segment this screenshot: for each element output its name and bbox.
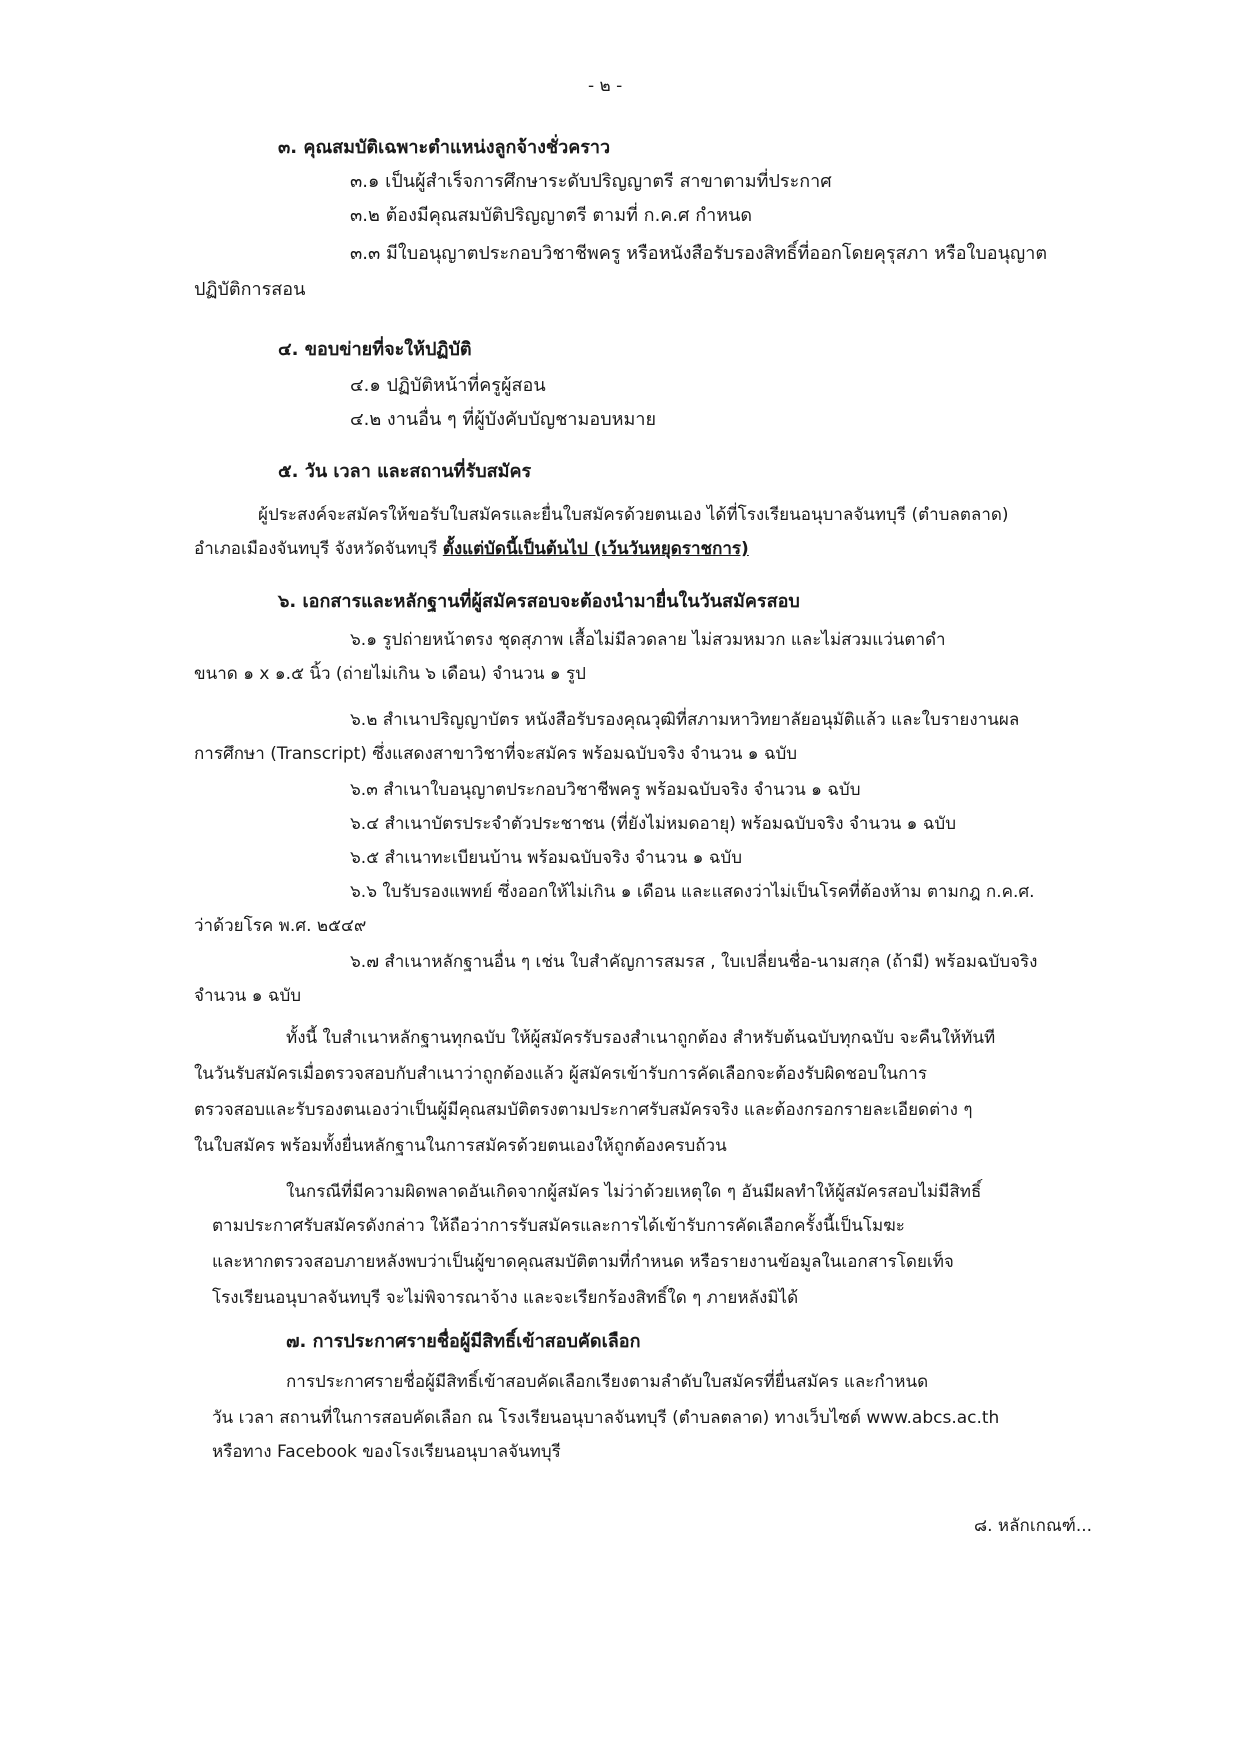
documents-note-line-1: ทั้งนี้ ใบสำเนาหลักฐานทุกฉบับ ให้ผู้สมัครรับรองสำเนาถูกต้อง สำหรับต้นฉบับทุกฉบับ จะคืนให้ทันที [286,1028,996,1048]
section-6-item-7: ๖.๗ สำเนาหลักฐานอื่น ๆ เช่น ใบสำคัญการสมรส , ใบเปลี่ยนชื่อ-นามสกุล (ถ้ามี) พร้อมฉบับจริง [350,952,1038,972]
errors-note-line-1: ในกรณีที่มีความผิดพลาดอันเกิดจากผู้สมัคร ไม่ว่าด้วยเหตุใด ๆ อันมีผลทำให้ผู้สมัครสอบไม่มีสิทธิ์ [286,1182,982,1202]
continuation-marker: ๘. หลักเกณฑ์... [974,1516,1093,1536]
section-6-item-5: ๖.๕ สำเนาทะเบียนบ้าน พร้อมฉบับจริง จำนวน ๑ ฉบับ [350,848,743,868]
section-3-item-3-cont: ปฏิบัติการสอน [194,279,306,300]
section-4-item-1: ๔.๑ ปฏิบัติหน้าที่ครูผู้สอน [350,375,546,396]
section-7-line-3: หรือทาง Facebook ของโรงเรียนอนุบาลจันทบุรี [212,1442,561,1462]
documents-note-line-3: ตรวจสอบและรับรองตนเองว่าเป็นผู้มีคุณสมบัติตรงตามประกาศรับสมัครจริง และต้องกรอกรายละเอียดต่าง ๆ [194,1100,973,1120]
section-3-item-3: ๓.๓ มีใบอนุญาตประกอบวิชาชีพครู หรือหนังสือรับรองสิทธิ์ที่ออกโดยคุรุสภา หรือใบอนุญาต [350,243,1048,264]
section-6-item-4: ๖.๔ สำเนาบัตรประจำตัวประชาชน (ที่ยังไม่หมดอายุ) พร้อมฉบับจริง จำนวน ๑ ฉบับ [350,814,956,834]
errors-note-line-3: และหากตรวจสอบภายหลังพบว่าเป็นผู้ขาดคุณสมบัติตามที่กำหนด หรือรายงานข้อมูลในเอกสารโดยเท็จ [212,1252,954,1272]
section-6-item-7-cont: จำนวน ๑ ฉบับ [194,986,302,1006]
section-7-heading: ๗. การประกาศรายชื่อผู้มีสิทธิ์เข้าสอบคัดเลือก [286,1331,641,1352]
errors-note-line-2: ตามประกาศรับสมัครดังกล่าว ให้ถือว่าการรับสมัครและการได้เข้ารับการคัดเลือกครั้งนี้เป็นโมฆะ [212,1216,905,1236]
section-7-line-1: การประกาศรายชื่อผู้มีสิทธิ์เข้าสอบคัดเลือกเรียงตามลำดับใบสมัครที่ยื่นสมัคร และกำหนด [286,1372,929,1392]
section-7-line-2: วัน เวลา สถานที่ในการสอบคัดเลือก ณ โรงเรียนอนุบาลจันทบุรี (ตำบลตลาด) ทางเว็บไซต์ www.abcs.ac.th [212,1408,1000,1428]
section-6-item-2: ๖.๒ สำเนาปริญญาบัตร หนังสือรับรองคุณวุฒิที่สภามหาวิทยาลัยอนุมัติแล้ว และใบรายงานผล [350,710,1020,730]
errors-note-line-4: โรงเรียนอนุบาลจันทบุรี จะไม่พิจารณาจ้าง และจะเรียกร้องสิทธิ์ใด ๆ ภายหลังมิได้ [212,1288,799,1308]
documents-note-line-2: ในวันรับสมัครเมื่อตรวจสอบกับสำเนาว่าถูกต้องแล้ว ผู้สมัครเข้ารับการคัดเลือกจะต้องรับผิดชอบในการ [194,1064,927,1084]
section-6-heading: ๖. เอกสารและหลักฐานที่ผู้สมัครสอบจะต้องนำมายื่นในวันสมัครสอบ [278,591,800,612]
section-3-item-2: ๓.๒ ต้องมีคุณสมบัติปริญญาตรี ตามที่ ก.ค.ศ กำหนด [350,205,753,226]
section-6-item-1: ๖.๑ รูปถ่ายหน้าตรง ชุดสุภาพ เสื้อไม่มีลวดลาย ไม่สวมหมวก และไม่สวมแว่นตาดำ [350,630,946,650]
section-6-item-6-cont: ว่าด้วยโรค พ.ศ. ๒๕๔๙ [194,916,367,936]
section-5-period-underlined: ตั้งแต่บัดนี้เป็นต้นไป (เว้นวันหยุดราชการ) [442,539,749,559]
section-4-item-2: ๔.๒ งานอื่น ๆ ที่ผู้บังคับบัญชามอบหมาย [350,409,657,430]
documents-note-line-4: ในใบสมัคร พร้อมทั้งยื่นหลักฐานในการสมัครด้วยตนเองให้ถูกต้องครบถ้วน [194,1136,727,1156]
section-6-item-3: ๖.๓ สำเนาใบอนุญาตประกอบวิชาชีพครู พร้อมฉบับจริง จำนวน ๑ ฉบับ [350,780,861,800]
section-3-item-1: ๓.๑ เป็นผู้สำเร็จการศึกษาระดับปริญญาตรี สาขาตามที่ประกาศ [350,171,832,192]
section-5-para-line-1: ผู้ประสงค์จะสมัครให้ขอรับใบสมัครและยื่นใบสมัครด้วยตนเอง ได้ที่โรงเรียนอนุบาลจันทบุรี (ตำบลตลาด) [258,505,1009,525]
section-3-heading: ๓. คุณสมบัติเฉพาะตำแหน่งลูกจ้างชั่วคราว [278,137,611,158]
section-5-heading: ๕. วัน เวลา และสถานที่รับสมัคร [278,461,532,482]
section-5-location: อำเภอเมืองจันทบุรี จังหวัดจันทบุรี [194,539,438,559]
section-4-heading: ๔. ขอบข่ายที่จะให้ปฏิบัติ [278,339,472,360]
section-6-item-6: ๖.๖ ใบรับรองแพทย์ ซึ่งออกให้ไม่เกิน ๑ เดือน และแสดงว่าไม่เป็นโรคที่ต้องห้าม ตามกฎ ก.ค.ศ. [350,882,1035,902]
section-6-item-1-cont: ขนาด ๑ x ๑.๕ นิ้ว (ถ่ายไม่เกิน ๖ เดือน) จำนวน ๑ รูป [194,664,586,684]
page-number: - ๒ - [588,76,623,96]
section-6-item-2-cont: การศึกษา (Transcript) ซึ่งแสดงสาขาวิชาที่จะสมัคร พร้อมฉบับจริง จำนวน ๑ ฉบับ [194,744,798,764]
section-5-para-line-2 [194,537,749,561]
